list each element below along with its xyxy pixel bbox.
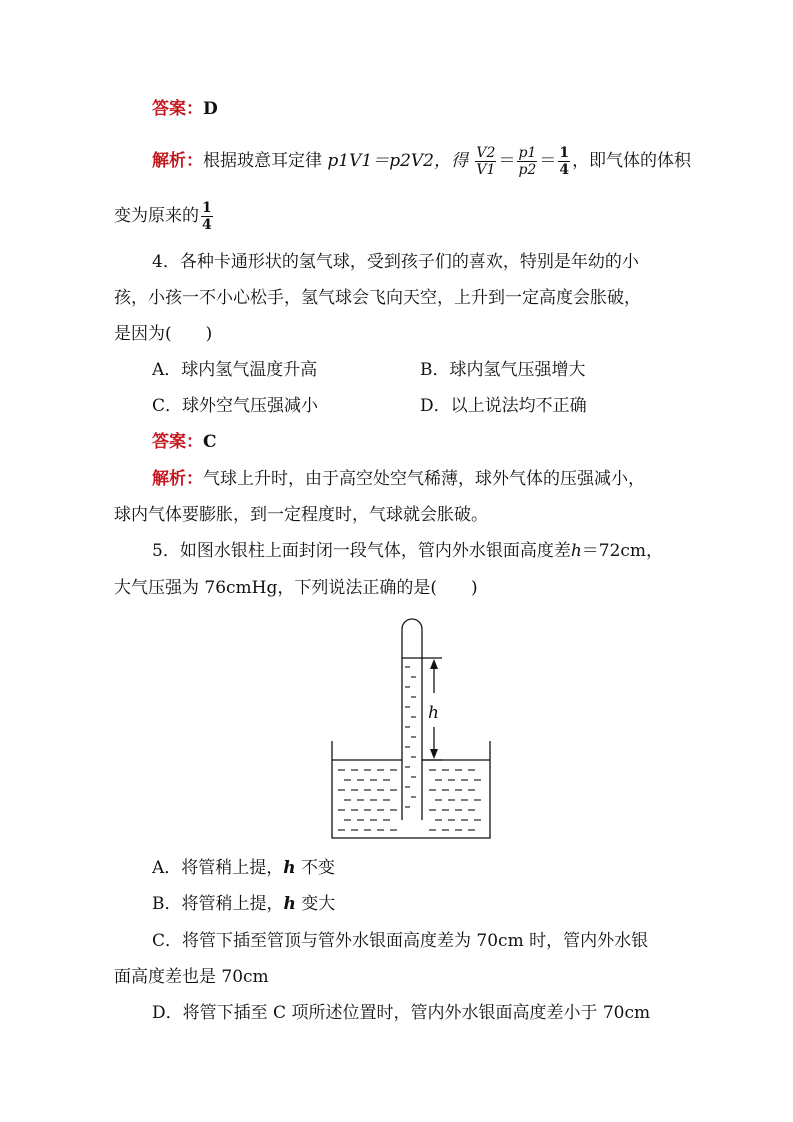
q4-option-b: B．球内氢气压强增大 bbox=[420, 360, 586, 380]
equals: ＝ bbox=[539, 151, 557, 171]
fraction-p1-p2: $\frac{p1}{p2}$ bbox=[518, 145, 537, 178]
q4-stem-line3: 是因为( ) bbox=[114, 324, 213, 344]
answer-value: D bbox=[203, 99, 218, 119]
analysis-text: 气球上升时，由于高空处空气稀薄，球外气体的压强减小， bbox=[203, 469, 645, 489]
q3-answer bbox=[152, 98, 218, 120]
h-label: h bbox=[428, 703, 439, 723]
analysis-label: 解析： bbox=[152, 151, 203, 171]
stem-h: h bbox=[570, 541, 582, 561]
q3-analysis-line2 bbox=[114, 200, 215, 233]
q4-answer bbox=[152, 431, 217, 453]
arrow-down-head bbox=[430, 749, 438, 759]
q5-option-d: D．将管下插至 C 项所述位置时，管内外水银面高度差小于 70cm bbox=[152, 1003, 651, 1023]
q5-option-b: B．将管稍上提，h 变大 bbox=[152, 894, 336, 914]
q5-option-a: A．将管稍上提，h 不变 bbox=[152, 858, 336, 878]
tube bbox=[402, 619, 422, 820]
analysis-text: 根据玻意耳定律 bbox=[203, 151, 322, 171]
stem-text: 5．如图水银柱上面封闭一段气体，管内外水银面高度差 bbox=[152, 541, 571, 561]
arrow-up-head bbox=[430, 659, 438, 669]
q4-analysis bbox=[152, 468, 645, 490]
analysis-label: 解析： bbox=[152, 469, 203, 489]
q4-option-a: A．球内氢气温度升高 bbox=[152, 360, 318, 380]
stem-text: ＝72cm， bbox=[581, 541, 664, 561]
q5-option-c-line2: 面高度差也是 70cm bbox=[114, 967, 269, 987]
equals: ＝ bbox=[498, 151, 516, 171]
answer-label: 答案： bbox=[152, 432, 203, 452]
q5-stem-line2: 大气压强为 76cmHg，下列说法正确的是( ) bbox=[114, 578, 478, 598]
analysis-text: 变为原来的 bbox=[114, 206, 199, 226]
answer-value: C bbox=[203, 432, 217, 452]
q5-option-c-line1: C．将管下插至管顶与管外水银面高度差为 70cm 时，管内外水银 bbox=[152, 931, 649, 951]
analysis-formula: p1V1＝p2V2，得 bbox=[327, 151, 468, 171]
barometer-figure bbox=[330, 615, 495, 843]
fraction-one-quarter: $\frac{1}{4}$ bbox=[202, 200, 212, 233]
fraction-one-quarter: $\frac{1}{4}$ bbox=[559, 145, 570, 178]
fraction-v2-v1: $\frac{V2}{V1}$ bbox=[476, 145, 496, 178]
q4-option-c: C．球外空气压强减小 bbox=[152, 396, 319, 416]
q4-option-d: D．以上说法均不正确 bbox=[420, 396, 587, 416]
analysis-text: ，即气体的体积 bbox=[572, 151, 692, 171]
q4-analysis-line2: 球内气体要膨胀，到一定程度时，气球就会胀破。 bbox=[114, 505, 488, 525]
q4-stem-line2: 孩，小孩一不小心松手，氢气球会飞向天空，上升到一定高度会胀破， bbox=[114, 288, 641, 308]
answer-label: 答案： bbox=[152, 99, 203, 119]
q3-analysis bbox=[152, 145, 691, 178]
q5-stem-line1 bbox=[152, 540, 663, 562]
q4-stem-line1: 4．各种卡通形状的氢气球，受到孩子们的喜欢，特别是年幼的小 bbox=[152, 252, 639, 272]
